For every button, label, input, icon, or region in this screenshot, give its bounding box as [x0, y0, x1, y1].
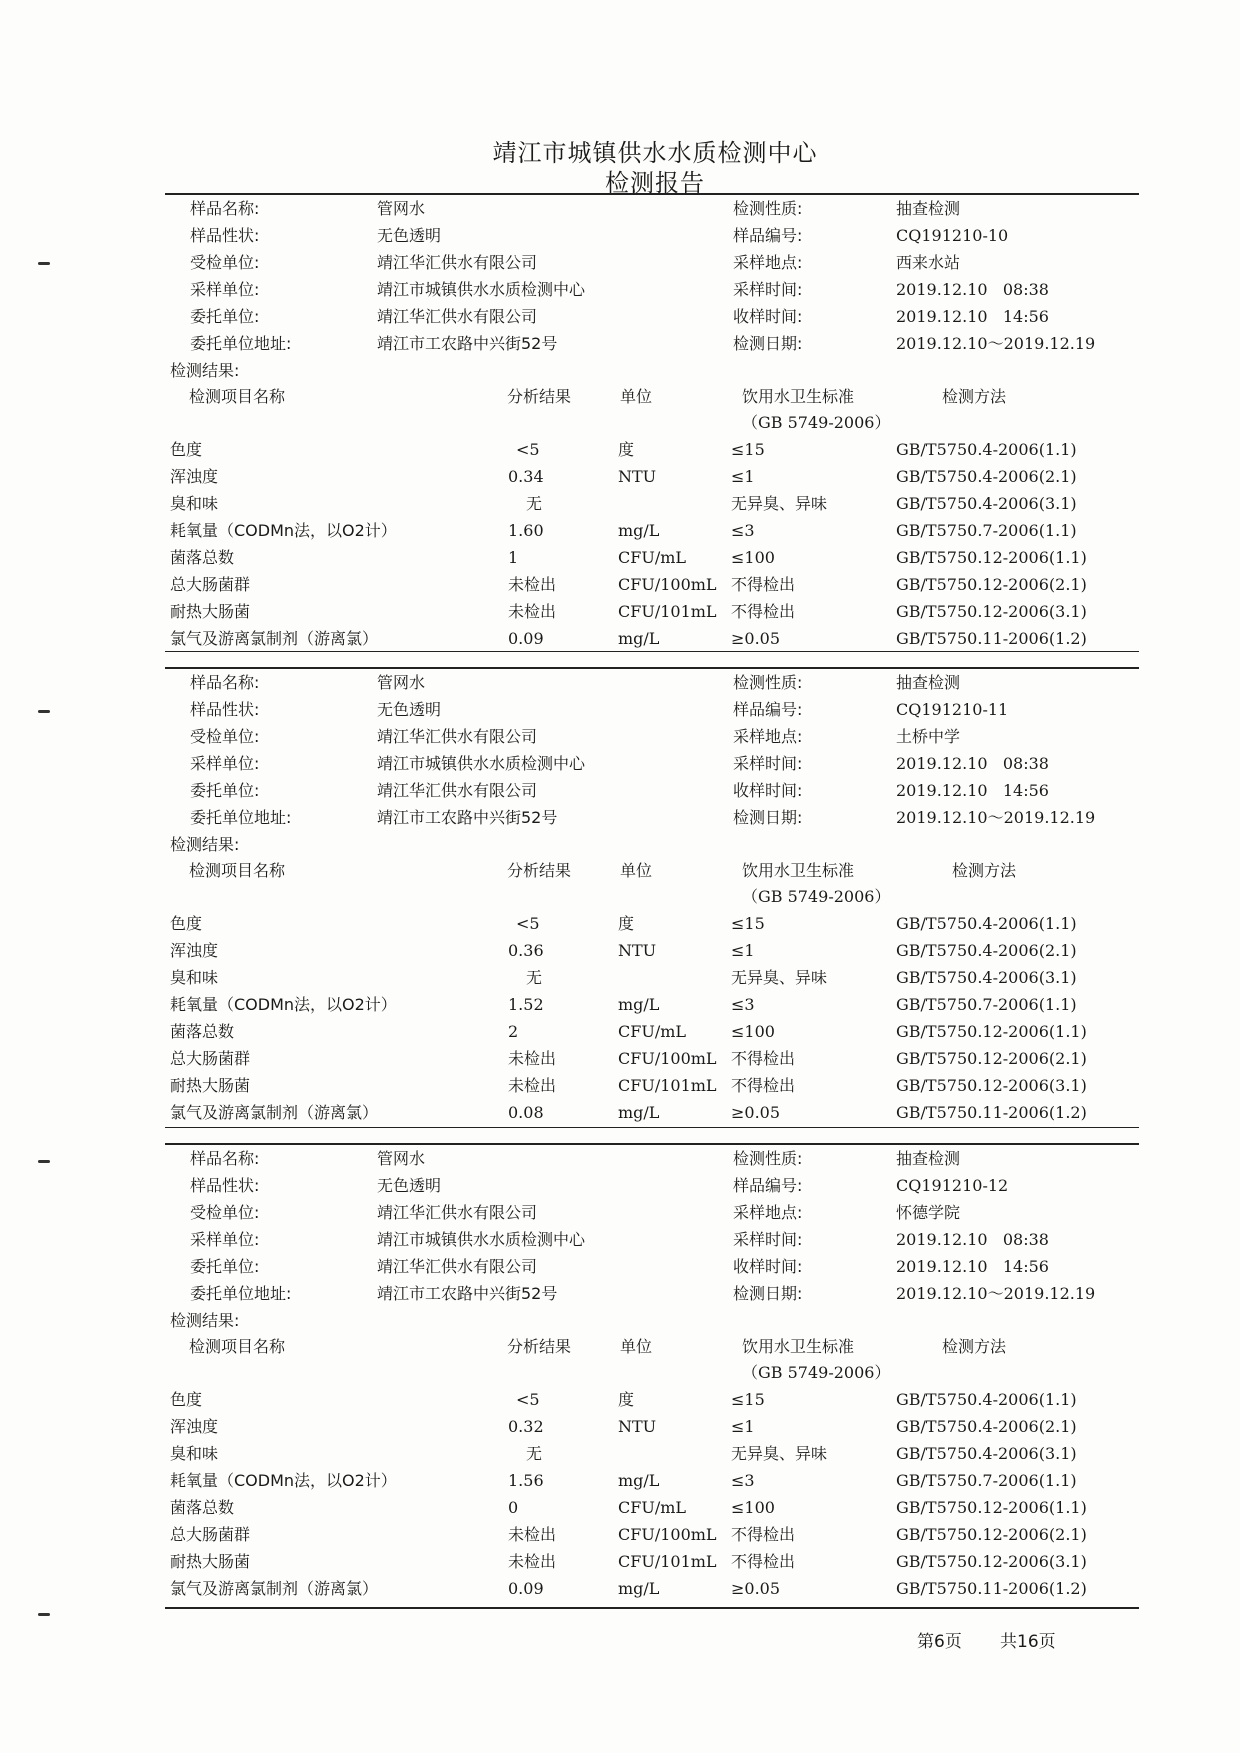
- label-sample-name: 样品名称:: [190, 673, 260, 692]
- item-result: 无: [526, 494, 543, 513]
- item-unit: mg/L: [618, 1579, 660, 1598]
- item-method: GB/T5750.12-2006(3.1): [896, 602, 1087, 621]
- item-standard: ≥0.05: [731, 629, 781, 648]
- label-client-address: 委托单位地址:: [190, 334, 292, 353]
- item-result: 0.09: [508, 629, 544, 648]
- item-standard: ≤100: [731, 1022, 775, 1041]
- label-results: 检测结果:: [170, 361, 240, 380]
- item-result: 1.56: [508, 1471, 544, 1490]
- client-unit: 靖江华汇供水有限公司: [377, 781, 538, 800]
- item-name: 耐热大肠菌: [170, 1076, 251, 1095]
- table-row: [0, 938, 1240, 964]
- item-unit: CFU/100mL: [618, 1525, 717, 1544]
- label-sample-name: 样品名称:: [190, 199, 260, 218]
- test-date: 2019.12.10～2019.12.19: [896, 808, 1096, 827]
- label-test-date: 检测日期:: [733, 808, 803, 827]
- header-unit: 单位: [620, 861, 653, 880]
- item-result: 未检出: [508, 1525, 557, 1544]
- label-test-nature: 检测性质:: [733, 673, 803, 692]
- info-row: [0, 1173, 1240, 1199]
- item-standard: ≤100: [731, 1498, 775, 1517]
- item-name: 浑浊度: [170, 1417, 219, 1436]
- item-method: GB/T5750.11-2006(1.2): [896, 629, 1087, 648]
- section-rule: [165, 667, 1139, 669]
- item-name: 耐热大肠菌: [170, 602, 251, 621]
- label-client-unit: 委托单位:: [190, 307, 260, 326]
- item-method: GB/T5750.4-2006(2.1): [896, 1417, 1077, 1436]
- inspected-unit: 靖江华汇供水有限公司: [377, 1203, 538, 1222]
- label-inspected-unit: 受检单位:: [190, 727, 260, 746]
- item-name: 总大肠菌群: [170, 1525, 251, 1544]
- header-item: 检测项目名称: [189, 861, 286, 880]
- item-result: <5: [516, 1390, 540, 1409]
- item-unit: 度: [618, 440, 635, 459]
- label-test-date: 检测日期:: [733, 334, 803, 353]
- item-method: GB/T5750.12-2006(2.1): [896, 575, 1087, 594]
- table-row: [0, 1522, 1240, 1548]
- item-unit: CFU/101mL: [618, 602, 717, 621]
- label-sampling-time: 采样时间:: [733, 754, 803, 773]
- header-standard: 饮用水卫生标准: [742, 861, 855, 880]
- header-standard: 饮用水卫生标准: [742, 387, 855, 406]
- label-inspected-unit: 受检单位:: [190, 1203, 260, 1222]
- report-subtitle: 检测报告: [605, 169, 705, 197]
- item-name: 耐热大肠菌: [170, 1552, 251, 1571]
- item-result: 无: [526, 968, 543, 987]
- item-result: 无: [526, 1444, 543, 1463]
- page-number: 第6页: [917, 1632, 962, 1652]
- item-method: GB/T5750.11-2006(1.2): [896, 1579, 1087, 1598]
- item-method: GB/T5750.12-2006(2.1): [896, 1525, 1087, 1544]
- label-sample-no: 样品编号:: [733, 700, 803, 719]
- table-row: [0, 437, 1240, 463]
- info-row: [0, 223, 1240, 249]
- label-sample-name: 样品名称:: [190, 1149, 260, 1168]
- table-row: [0, 911, 1240, 937]
- item-name: 浑浊度: [170, 467, 219, 486]
- table-row: [0, 491, 1240, 517]
- header-standard-ref: （GB 5749-2006）: [742, 1363, 891, 1382]
- info-row: [0, 1254, 1240, 1280]
- item-standard: ≤3: [731, 521, 755, 540]
- item-method: GB/T5750.4-2006(1.1): [896, 914, 1077, 933]
- table-header-subrow: [0, 1360, 1240, 1386]
- item-result: 1: [508, 548, 519, 567]
- sample-name: 管网水: [377, 1149, 426, 1168]
- info-row: [0, 277, 1240, 303]
- inspected-unit: 靖江华汇供水有限公司: [377, 253, 538, 272]
- sampling-unit: 靖江市城镇供水水质检测中心: [377, 754, 586, 773]
- header-item: 检测项目名称: [189, 387, 286, 406]
- table-header-subrow: [0, 410, 1240, 436]
- sampling-site: 怀德学院: [896, 1203, 961, 1222]
- label-sampling-unit: 采样单位:: [190, 754, 260, 773]
- label-test-date: 检测日期:: [733, 1284, 803, 1303]
- sampling-site: 土桥中学: [896, 727, 961, 746]
- item-standard: 不得检出: [731, 1552, 796, 1571]
- item-method: GB/T5750.4-2006(1.1): [896, 1390, 1077, 1409]
- table-row: [0, 1019, 1240, 1045]
- info-row: [0, 331, 1240, 357]
- item-result: 未检出: [508, 1552, 557, 1571]
- table-header-row: [0, 1334, 1240, 1360]
- sample-state: 无色透明: [377, 700, 442, 719]
- table-row: [0, 1441, 1240, 1467]
- header-method: 检测方法: [942, 1337, 1007, 1356]
- table-header-subrow: [0, 884, 1240, 910]
- item-method: GB/T5750.7-2006(1.1): [896, 995, 1077, 1014]
- client-address: 靖江市工农路中兴街52号: [377, 808, 558, 827]
- sample-no: CQ191210-12: [896, 1176, 1009, 1195]
- item-result: 0.09: [508, 1579, 544, 1598]
- sampling-unit: 靖江市城镇供水水质检测中心: [377, 1230, 586, 1249]
- label-client-unit: 委托单位:: [190, 1257, 260, 1276]
- test-date: 2019.12.10～2019.12.19: [896, 1284, 1096, 1303]
- header-standard-ref: （GB 5749-2006）: [742, 887, 891, 906]
- label-test-nature: 检测性质:: [733, 199, 803, 218]
- item-name: 耗氧量（CODMn法，以O2计）: [170, 995, 397, 1014]
- item-result: <5: [516, 440, 540, 459]
- table-header-row: [0, 858, 1240, 884]
- item-unit: CFU/mL: [618, 548, 687, 567]
- item-standard: ≤100: [731, 548, 775, 567]
- item-method: GB/T5750.7-2006(1.1): [896, 521, 1077, 540]
- item-unit: 度: [618, 1390, 635, 1409]
- label-receive-time: 收样时间:: [733, 781, 803, 800]
- test-nature: 抽查检测: [896, 1149, 961, 1168]
- item-standard: ≤3: [731, 1471, 755, 1490]
- label-sample-no: 样品编号:: [733, 1176, 803, 1195]
- label-sampling-unit: 采样单位:: [190, 280, 260, 299]
- test-nature: 抽查检测: [896, 673, 961, 692]
- item-name: 菌落总数: [170, 548, 235, 567]
- label-sampling-unit: 采样单位:: [190, 1230, 260, 1249]
- item-method: GB/T5750.12-2006(1.1): [896, 548, 1087, 567]
- table-row: [0, 572, 1240, 598]
- item-standard: ≤1: [731, 1417, 755, 1436]
- section-rule-bottom: [165, 1607, 1139, 1609]
- table-row: [0, 545, 1240, 571]
- item-name: 色度: [170, 1390, 203, 1409]
- item-unit: CFU/101mL: [618, 1076, 717, 1095]
- label-client-unit: 委托单位:: [190, 781, 260, 800]
- section-rule: [165, 1127, 1139, 1128]
- info-row: [0, 697, 1240, 723]
- item-result: 1.60: [508, 521, 544, 540]
- table-row: [0, 1495, 1240, 1521]
- header-standard: 饮用水卫生标准: [742, 1337, 855, 1356]
- label-sampling-time: 采样时间:: [733, 1230, 803, 1249]
- item-standard: ≤3: [731, 995, 755, 1014]
- client-address: 靖江市工农路中兴街52号: [377, 1284, 558, 1303]
- sample-state: 无色透明: [377, 226, 442, 245]
- label-test-nature: 检测性质:: [733, 1149, 803, 1168]
- table-row: [0, 965, 1240, 991]
- table-row: [0, 464, 1240, 490]
- table-row: [0, 1576, 1240, 1602]
- header-standard-ref: （GB 5749-2006）: [742, 413, 891, 432]
- item-standard: 无异臭、异味: [731, 1444, 828, 1463]
- header-result: 分析结果: [507, 861, 572, 880]
- label-client-address: 委托单位地址:: [190, 1284, 292, 1303]
- item-result: <5: [516, 914, 540, 933]
- table-row: [0, 626, 1240, 652]
- item-method: GB/T5750.12-2006(1.1): [896, 1022, 1087, 1041]
- label-results: 检测结果:: [170, 835, 240, 854]
- item-result: 未检出: [508, 1049, 557, 1068]
- item-method: GB/T5750.7-2006(1.1): [896, 1471, 1077, 1490]
- table-header-row: [0, 384, 1240, 410]
- info-row: [0, 778, 1240, 804]
- info-row: [0, 805, 1240, 831]
- client-unit: 靖江华汇供水有限公司: [377, 307, 538, 326]
- item-method: GB/T5750.4-2006(2.1): [896, 467, 1077, 486]
- info-row: [0, 196, 1240, 222]
- header-item: 检测项目名称: [189, 1337, 286, 1356]
- page-total: 共16页: [1000, 1632, 1056, 1652]
- label-sample-state: 样品性状:: [190, 1176, 260, 1195]
- table-row: [0, 599, 1240, 625]
- item-method: GB/T5750.4-2006(3.1): [896, 1444, 1077, 1463]
- item-result: 0.36: [508, 941, 544, 960]
- item-method: GB/T5750.12-2006(3.1): [896, 1076, 1087, 1095]
- item-standard: 不得检出: [731, 575, 796, 594]
- item-standard: 不得检出: [731, 1076, 796, 1095]
- item-name: 色度: [170, 914, 203, 933]
- test-nature: 抽查检测: [896, 199, 961, 218]
- receive-time: 2019.12.10 14:56: [896, 1257, 1049, 1276]
- label-receive-time: 收样时间:: [733, 1257, 803, 1276]
- item-unit: CFU/mL: [618, 1022, 687, 1041]
- sample-name: 管网水: [377, 199, 426, 218]
- client-unit: 靖江华汇供水有限公司: [377, 1257, 538, 1276]
- item-method: GB/T5750.11-2006(1.2): [896, 1103, 1087, 1122]
- item-standard: 不得检出: [731, 1525, 796, 1544]
- item-unit: mg/L: [618, 995, 660, 1014]
- info-row: [0, 304, 1240, 330]
- header-method: 检测方法: [952, 861, 1017, 880]
- info-row: [0, 751, 1240, 777]
- item-result: 未检出: [508, 602, 557, 621]
- item-name: 耗氧量（CODMn法，以O2计）: [170, 521, 397, 540]
- item-result: 未检出: [508, 575, 557, 594]
- section-rule: [165, 651, 1139, 652]
- item-unit: CFU/100mL: [618, 575, 717, 594]
- table-row: [0, 1073, 1240, 1099]
- label-sampling-site: 采样地点:: [733, 727, 803, 746]
- table-row: [0, 1100, 1240, 1126]
- section-rule-top: [165, 193, 1139, 195]
- label-client-address: 委托单位地址:: [190, 808, 292, 827]
- sample-name: 管网水: [377, 673, 426, 692]
- label-sample-state: 样品性状:: [190, 700, 260, 719]
- item-method: GB/T5750.4-2006(3.1): [896, 968, 1077, 987]
- item-method: GB/T5750.12-2006(2.1): [896, 1049, 1087, 1068]
- item-method: GB/T5750.4-2006(2.1): [896, 941, 1077, 960]
- section-rule: [165, 1143, 1139, 1145]
- item-result: 未检出: [508, 1076, 557, 1095]
- table-row: [0, 1414, 1240, 1440]
- item-name: 臭和味: [170, 494, 219, 513]
- item-name: 菌落总数: [170, 1022, 235, 1041]
- label-sample-state: 样品性状:: [190, 226, 260, 245]
- item-name: 总大肠菌群: [170, 575, 251, 594]
- sampling-time: 2019.12.10 08:38: [896, 280, 1049, 299]
- label-sampling-time: 采样时间:: [733, 280, 803, 299]
- sample-no: CQ191210-11: [896, 700, 1009, 719]
- item-name: 色度: [170, 440, 203, 459]
- label-results: 检测结果:: [170, 1311, 240, 1330]
- info-row: [0, 724, 1240, 750]
- item-name: 浑浊度: [170, 941, 219, 960]
- table-row: [0, 1046, 1240, 1072]
- table-row: [0, 992, 1240, 1018]
- results-label-row: [0, 1308, 1240, 1334]
- item-result: 1.52: [508, 995, 544, 1014]
- item-unit: NTU: [618, 1417, 657, 1436]
- item-name: 氯气及游离氯制剂（游离氯）: [170, 629, 379, 648]
- item-unit: NTU: [618, 941, 657, 960]
- header-method: 检测方法: [942, 387, 1007, 406]
- item-result: 2: [508, 1022, 519, 1041]
- item-standard: 无异臭、异味: [731, 968, 828, 987]
- item-unit: NTU: [618, 467, 657, 486]
- item-standard: ≥0.05: [731, 1103, 781, 1122]
- item-unit: mg/L: [618, 1103, 660, 1122]
- item-standard: ≤15: [731, 440, 765, 459]
- item-method: GB/T5750.12-2006(3.1): [896, 1552, 1087, 1571]
- item-result: 0.34: [508, 467, 544, 486]
- label-inspected-unit: 受检单位:: [190, 253, 260, 272]
- report-title: 靖江市城镇供水水质检测中心: [492, 139, 818, 167]
- sampling-time: 2019.12.10 08:38: [896, 1230, 1049, 1249]
- item-result: 0.08: [508, 1103, 544, 1122]
- item-unit: CFU/100mL: [618, 1049, 717, 1068]
- table-row: [0, 1549, 1240, 1575]
- client-address: 靖江市工农路中兴街52号: [377, 334, 558, 353]
- table-row: [0, 1387, 1240, 1413]
- item-method: GB/T5750.4-2006(3.1): [896, 494, 1077, 513]
- header-unit: 单位: [620, 1337, 653, 1356]
- label-sampling-site: 采样地点:: [733, 253, 803, 272]
- item-unit: mg/L: [618, 1471, 660, 1490]
- item-name: 菌落总数: [170, 1498, 235, 1517]
- info-row: [0, 670, 1240, 696]
- info-row: [0, 250, 1240, 276]
- item-standard: ≤1: [731, 941, 755, 960]
- item-standard: 无异臭、异味: [731, 494, 828, 513]
- label-sample-no: 样品编号:: [733, 226, 803, 245]
- item-name: 耗氧量（CODMn法，以O2计）: [170, 1471, 397, 1490]
- label-receive-time: 收样时间:: [733, 307, 803, 326]
- item-unit: CFU/mL: [618, 1498, 687, 1517]
- info-row: [0, 1146, 1240, 1172]
- item-name: 臭和味: [170, 1444, 219, 1463]
- item-result: 0: [508, 1498, 519, 1517]
- item-name: 臭和味: [170, 968, 219, 987]
- sampling-time: 2019.12.10 08:38: [896, 754, 1049, 773]
- results-label-row: [0, 832, 1240, 858]
- item-standard: ≤1: [731, 467, 755, 486]
- receive-time: 2019.12.10 14:56: [896, 307, 1049, 326]
- receive-time: 2019.12.10 14:56: [896, 781, 1049, 800]
- sample-no: CQ191210-10: [896, 226, 1009, 245]
- item-name: 氯气及游离氯制剂（游离氯）: [170, 1579, 379, 1598]
- item-name: 总大肠菌群: [170, 1049, 251, 1068]
- item-method: GB/T5750.12-2006(1.1): [896, 1498, 1087, 1517]
- item-unit: mg/L: [618, 629, 660, 648]
- item-standard: 不得检出: [731, 602, 796, 621]
- label-sampling-site: 采样地点:: [733, 1203, 803, 1222]
- results-label-row: [0, 358, 1240, 384]
- info-row: [0, 1227, 1240, 1253]
- scan-mark: [38, 1613, 50, 1616]
- item-standard: ≥0.05: [731, 1579, 781, 1598]
- table-row: [0, 518, 1240, 544]
- item-unit: CFU/101mL: [618, 1552, 717, 1571]
- sampling-unit: 靖江市城镇供水水质检测中心: [377, 280, 586, 299]
- header-unit: 单位: [620, 387, 653, 406]
- inspected-unit: 靖江华汇供水有限公司: [377, 727, 538, 746]
- table-row: [0, 1468, 1240, 1494]
- item-method: GB/T5750.4-2006(1.1): [896, 440, 1077, 459]
- header-result: 分析结果: [507, 1337, 572, 1356]
- item-name: 氯气及游离氯制剂（游离氯）: [170, 1103, 379, 1122]
- header-result: 分析结果: [507, 387, 572, 406]
- info-row: [0, 1281, 1240, 1307]
- test-date: 2019.12.10～2019.12.19: [896, 334, 1096, 353]
- item-standard: ≤15: [731, 1390, 765, 1409]
- item-result: 0.32: [508, 1417, 544, 1436]
- item-unit: 度: [618, 914, 635, 933]
- sample-state: 无色透明: [377, 1176, 442, 1195]
- info-row: [0, 1200, 1240, 1226]
- item-standard: 不得检出: [731, 1049, 796, 1068]
- item-standard: ≤15: [731, 914, 765, 933]
- item-unit: mg/L: [618, 521, 660, 540]
- sampling-site: 西来水站: [896, 253, 961, 272]
